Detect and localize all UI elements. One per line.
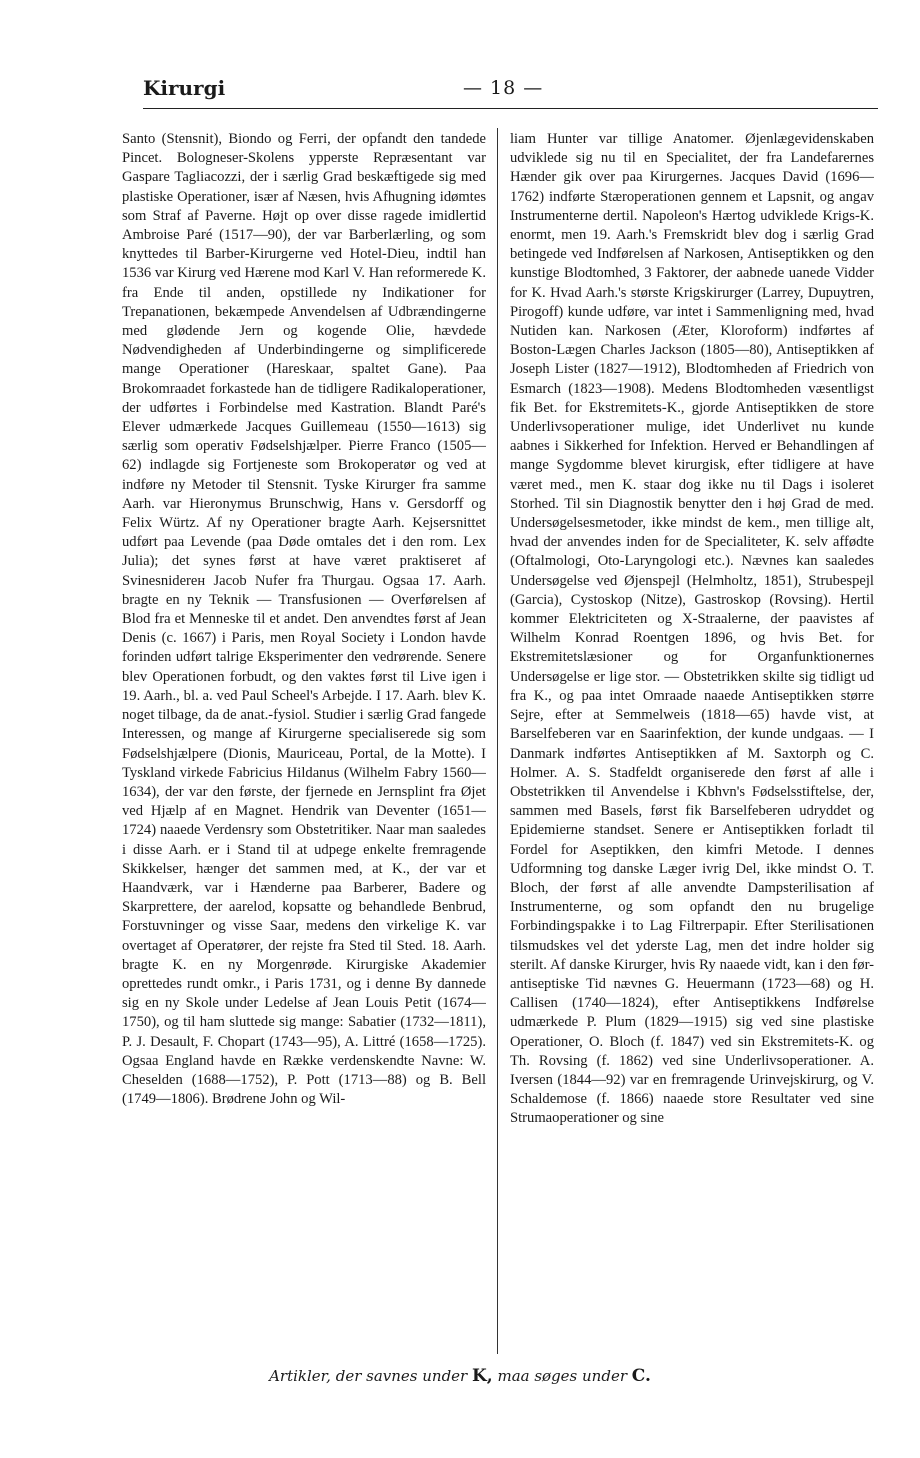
left-column-text: Santo (Stensnit), Biondo og Ferri, der opfandt den tandede Pincet. Bologneser-Skolens ypperste Repræsentant var Gaspare Tagliacozzi, der i særlig Grad beskæftigede sig med plastiske Operationer, især af Næsen, hvis Afhugning idømtes som Straf af Paverne. Højt op over disse ragede imidlertid Ambroise Paré (1517—90), der var Barberlærling, og som knyttedes til Barber-Kirurgerne ved Hotel-Dieu, indtil han 1536 var Kirurg ved Hærene mod Karl V. Han reformerede K. fra Ende til anden, opstillede ny Indikationer for Trepanationen, bekæmpede Anvendelsen af Udbrændingerne med glødende Jern og kogende Olie, hævdede Nødvendigheden af Underbindingerne og simplificerede mange Operationer (Hareskaar, spaltet Gane). Paa Brokomraadet forkastede han de tidligere Radikaloperationer, der udførtes i Forbindelse med Kastration. Blandt Paré's Elever udmærkede Jacques Guillemeau (1550—1613) sig særlig som operativ Fødselshjælper. Pierre Franco (1505—62) indlagde sig Fortjeneste som Brokoperatør og ved at indføre ny Metoder til Stensnit. Tyske Kirurger fra samme Aarh. var Hieronymus Brunschwig, Hans v. Gersdorff og Felix Würtz. Af ny Operationer bragte Aarh. Kejsersnittet udført paa Levende (paa Døde omtales det i den rom. Lex Julia); det synes først at have været praktiseret af Svinesniderен Jacob Nufer fra Thurgau. Ogsaa 17. Aarh. bragte en ny Teknik — Transfusionen — Overførelsen af Blod fra et Menneske til et andet. Den anvendtes først af Jean Denis (c. 1667) i Paris, men Royal Society i London havde forinden udført talrige Eksperimenter den vedrørende. Senere blev Operationen forbudt, og den vaktes først til Live igen i 19. Aarh., bl. a. ved Paul Scheel's Arbejde. I 17. Aarh. blev K. noget tilbage, da de anat.-fysiol. Studier i særlig Grad fangede Interessen, og mange af Kirurgerne specialiserede sig som Fødselshjælpere (Dionis, Mauriceau, Portal, de la Motte). I Tyskland virkede Fabricius Hildanus (Wilhelm Fabry 1560—1634), der var den første, der fjernede en Jernsplint fra Øjet ved Hjælp af en Magnet. Hendrik van Deventer (1651—1724) naaede Verdensry som Obstetritiker. Naar man saaledes i disse Aarh. er i Stand til at udpege enkelte fremragende Skikkelser, hænger det sammen med, at K., der var et Haandværk, var i Hænderne paa Barberer, Badere og Skarprettere, der aarelod, kopsatte og behandlede Benbrud, Forstuvninger og visse Saar, medens den virkelige K. var overtaget af Operatører, der rejste fra Sted til Sted. 18. Aarh. bragte K. en ny Morgenrøde. Kirurgiske Akademier oprettedes rundt omkr., i Paris 1731, og i denne By dannede sig en ny Skole under Ledelse af Jean Louis Petit (1674—1750), og til ham sluttede sig mange: Sabatier (1732—1811), P. J. Desault, F. Chopart (1743—95), A. Littré (1658—1725). Ogsaa England havde en Række verdenskendte Navne: W. Cheselden (1688—1752), P. Pott (1713—88) og B. Bell (1749—1806). Brødrene John og Wil- bbox=[122, 131, 486, 1108]
footer-prefix: Artikler, der savnes under bbox=[269, 1367, 472, 1385]
right-column-text: liam Hunter var tillige Anatomer. Øjenlægevidenskaben udviklede sig nu til en Specialitet, der fra Landefarernes Hænder gik over paa Kirurgernes. Jacques David (1696—1762) indførte Stæroperationen gennem et Lapsnit, og angav Instrumenterne dertil. Napoleon's Hærtog udviklede Krigs-K. enormt, men 19. Aarh.'s Fremskridt blev dog i særlig Grad betingede ved Indførelsen af Narkosen, Antiseptikken og den kunstige Blodtomhed, 3 Faktorer, der aabnede uanede Vidder for K. Hvad Aarh.'s største Krigskirurger (Larrey, Dupuytren, Pirogoff) kunde udføre, var intet i Sammenligning med, hvad Nutiden kan. Narkosen (Æter, Kloroform) indførtes af Boston-Lægen Charles Jackson (1805—80), Antiseptikken af Joseph Lister (1827—1912), Blodtomheden af Friedrich von Esmarch (1823—1908). Medens Blodtomheden væsentligst fik Bet. for Ekstremitets-K., gjorde Antiseptikken de store Underlivsoperationer mulige, idet Underlivet nu kunde aabnes i Sikkerhed for Infektion. Herved er Behandlingen af mange Sygdomme blevet kirurgisk, efter tidligere at have været med., men K. staar dog ikke nu til Dags i isoleret Storhed. Til sin Diagnostik benytter den i høj Grad de med. Undersøgelsesmetoder, ikke mindst de kem., men tillige alt, hvad der anvendes inden for de Specialiteter, K. selv affødte (Oftalmologi, Oto-Laryngologi etc.). Nævnes kan saaledes Undersøgelse ved Øjenspejl (Helmholtz, 1851), Strubespejl (Garcia), Cystoskop (Nitze), Gastroskop (Rovsing). Hertil kommer Elektriciteten og X-Straalerne, der paavistes af Wilhelm Konrad Roentgen 1896, og hvis Bet. for Ekstremitetslæsioner og for Organfunktionernes Undersøgelse er lige stor. — Obstetrikken skilte sig tidligt ud fra K., og paa intet Omraade naaede Antiseptikken større Sejre, efter at Semmelweis (1818—65) havde vist, at Barselfeberen var en Saarinfektion, der kunde undgaas. — I Danmark indførtes Antiseptikken af M. Saxtorph og C. Holmer. A. S. Stadfeldt organiserede den først af alle i Obstetrikken til Anvendelse i Kbhvn's Fødselsstiftelse, der, sammen med Basels, først fik Barselfeberen udryddet og Epidemierne standset. Senere er Antiseptikken forladt til Fordel for Aseptikken, den kimfri Metode. I dennes Udformning tog danske Læger ivrig Del, ikke mindst O. T. Bloch, der først af alle anvendte Dampsterilisation af Instrumenterne, og som opfandt den nu brugelige Forbindingspakke i to Lag Filtrerpapir. Efter Sterilisationen tilsmudskes vel det yderste Lag, men det indre holder sig sterilt. Af danske Kirurger, hvis Ry naaede vidt, kan i den før-antiseptiske Tid nævnes G. Heuermann (1723—68) og H. Callisen (1740—1824), efter Antiseptikkens Indførelse udmærkede P. Plum (1829—1915) sig ved sine plastiske Operationer, O. Bloch (f. 1847) ved sin Ekstremitets-K. og Th. Rovsing (f. 1862) ved sine Underlivsoperationer. A. Iversen (1844—92) var en fremragende Urinvejskirurg, og V. Schaldemose (f. 1866) naaede store Resultater ved sine Strumaoperationer og sine bbox=[510, 131, 874, 1127]
running-title: Kirurgi bbox=[143, 76, 226, 100]
column-divider bbox=[497, 128, 498, 1354]
footer-c: C. bbox=[631, 1366, 651, 1386]
header-rule bbox=[143, 108, 878, 109]
footer-middle: maa søges under bbox=[492, 1367, 632, 1385]
footer-note bbox=[0, 1366, 920, 1386]
footer-k: K, bbox=[472, 1366, 493, 1386]
page-number: — 18 — bbox=[463, 77, 544, 99]
page-header bbox=[143, 76, 878, 104]
